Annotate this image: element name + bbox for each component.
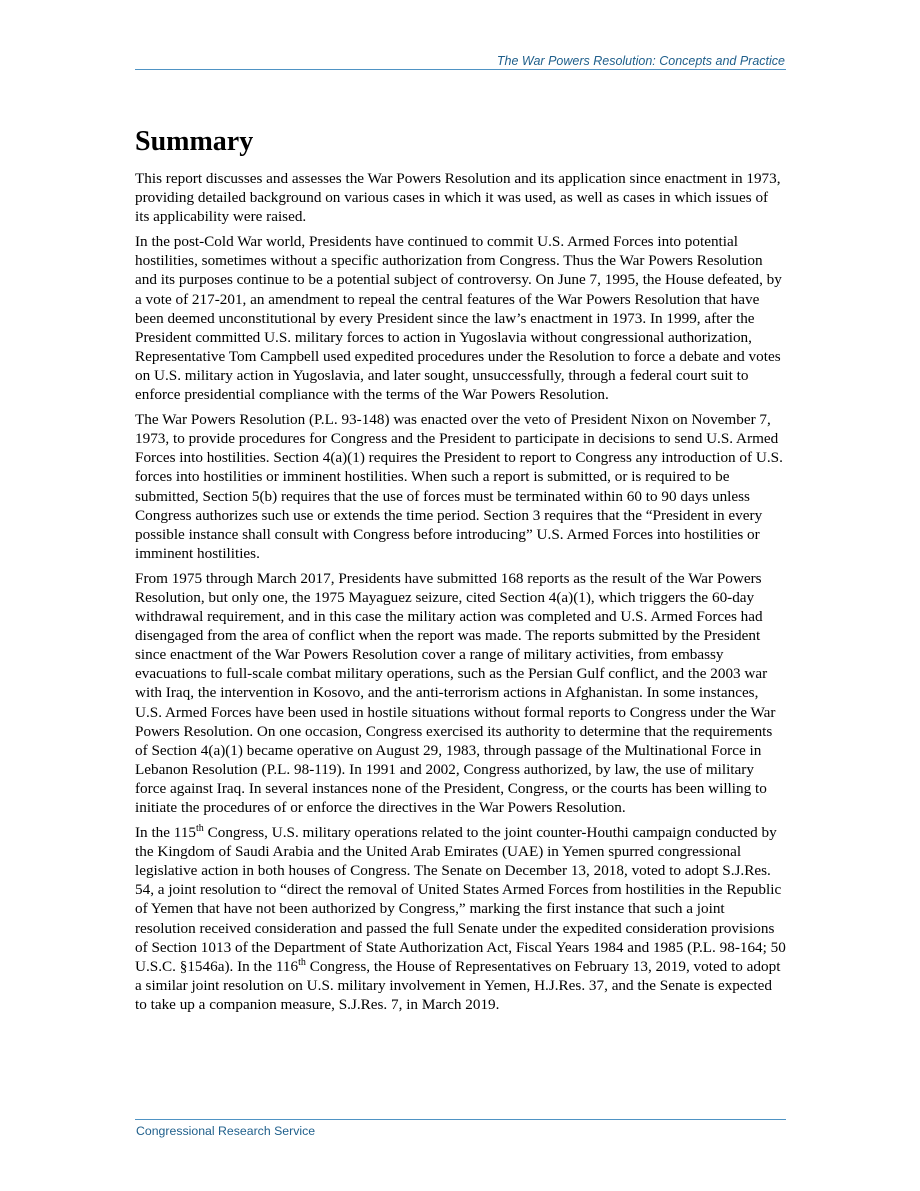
section-heading: Summary	[135, 126, 254, 157]
footer-rule	[135, 1119, 786, 1120]
paragraph-5-part-a: In the 115	[135, 824, 197, 842]
ordinal-superscript: th	[298, 956, 306, 968]
footer-organization: Congressional Research Service	[136, 1124, 316, 1138]
summary-section	[135, 125, 786, 1020]
summary-paragraph-3: The War Powers Resolution (P.L. 93-148) was enacted over the veto of President Nixon on November 7, 1973, to provide procedures for Congress and the President to participate in decisions to send U.S. Armed Forces into hostilities. Section 4(a)(1) requires the President to report to Congress any introduction of U.S. forces into hostilities or imminent hostilities. When such a report is submitted, or is required to be submitted, Section 5(b) requires that the use of forces must be terminated within 60 to 90 days unless Congress authorizes such use or extends the time period. Section 3 requires that the “President in every possible instance shall consult with Congress before introducing” U.S. Armed Forces into hostilities or imminent hostilities.	[135, 411, 783, 562]
summary-paragraph-2: In the post-Cold War world, Presidents have continued to commit U.S. Armed Forces into potential hostilities, sometimes without a specific authorization from Congress. Thus the War Powers Resolution and its purposes continue to be a potential subject of controversy. On June 7, 1995, the House defeated, by a vote of 217-201, an amendment to repeal the central features of the War Powers Resolution that have been deemed unconstitutional by every President since the law’s enactment in 1973. In 1999, after the President committed U.S. military forces to action in Yugoslavia without congressional authorization, Representative Tom Campbell used expedited procedures under the Resolution to force a debate and votes on U.S. military action in Yugoslavia, and later sought, unsuccessfully, through a federal court suit to enforce presidential compliance with the terms of the War Powers Resolution.	[135, 233, 782, 404]
summary-paragraph-4: From 1975 through March 2017, Presidents have submitted 168 reports as the result of the War Powers Resolution, but only one, the 1975 Mayaguez seizure, cited Section 4(a)(1), which triggers the 60-day withdrawal requirement, and in this case the military action was completed and U.S. Armed Forces had disengaged from the area of conflict when the report was made. The reports submitted by the President since enactment of the War Powers Resolution cover a range of military activities, from embassy evacuations to full-scale combat military operations, such as the Persian Gulf conflict, and the 2003 war with Iraq, the intervention in Kosovo, and the anti-terrorism actions in Afghanistan. In some instances, U.S. Armed Forces have been used in hostile situations without formal reports to Congress under the War Powers Resolution. On one occasion, Congress exercised its authority to determine that the requirements of Section 4(a)(1) became operative on August 29, 1983, through passage of the Multinational Force in Lebanon Resolution (P.L. 98-119). In 1991 and 2002, Congress authorized, by law, the use of military force against Iraq. In several instances none of the President, Congress, or the courts has been willing to initiate the procedures of or enforce the directives in the War Powers Resolution.	[135, 569, 776, 816]
summary-paragraph-5	[135, 823, 786, 1014]
paragraph-5-part-b: Congress, U.S. military operations related to the joint counter-Houthi campaign conducted by the Kingdom of Saudi Arabia and the United Arab Emirates (UAE) in Yemen spurred congressional legislative action in both houses of Congress. The Senate on December 13, 2018, voted to adopt S.J.Res. 54, a joint resolution to “direct the removal of United States Armed Forces from hostilities in the Republic of Yemen that have not been authorized by Congress,” marking the first instance that such a joint resolution received consideration and passed the full Senate under the expedited consideration provisions of Section 1013 of the Department of State Authorization Act, Fiscal Years 1984 and 1985 (P.L. 98-164; 50 U.S.C. §1546a). In the 116	[135, 824, 786, 975]
paragraph-5-part-c: Congress, the House of Representatives on February 13, 2019, voted to adopt a similar joint resolution on U.S. military involvement in Yemen, H.J.Res. 37, and the Senate is expected to take up a companion measure, S.J.Res. 7, in March 2019.	[135, 957, 781, 1013]
header-rule	[135, 69, 786, 70]
running-header-title: The War Powers Resolution: Concepts and Practice	[496, 54, 785, 68]
ordinal-superscript: th	[196, 823, 204, 835]
summary-paragraph-1: This report discusses and assesses the War Powers Resolution and its application since enactment in 1973, providing detailed background on various cases in which it was used, as well as cases in which issues of its applicability were raised.	[135, 170, 781, 226]
